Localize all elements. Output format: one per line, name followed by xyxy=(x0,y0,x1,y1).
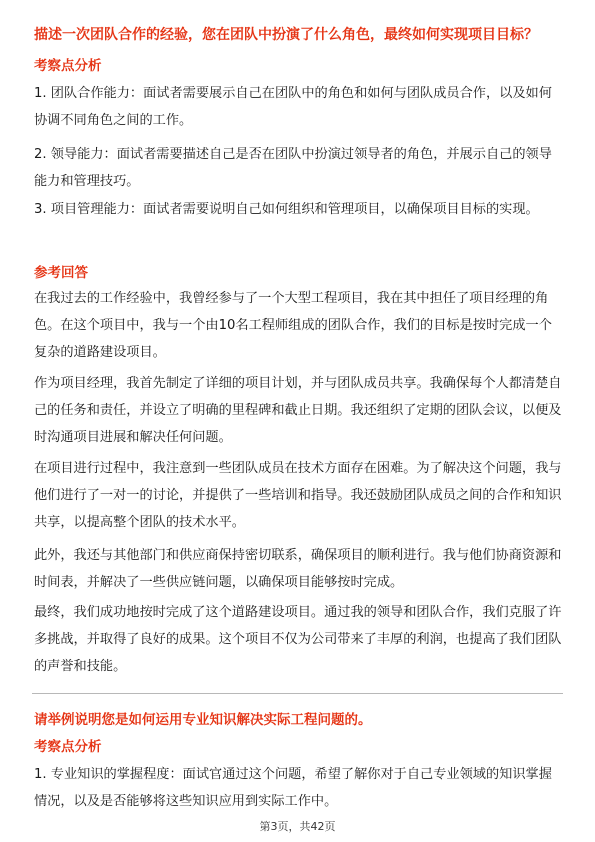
analysis-point-2-1: 1. 专业知识的掌握程度：面试官通过这个问题，希望了解你对于自己专业领域的知识掌握情况，以及是否能够将这些知识应用到实际工作中。 xyxy=(34,767,552,809)
analysis-heading-1: 考察点分析 xyxy=(34,58,102,74)
answer-paragraph-1: 在我过去的工作经验中，我曾经参与了一个大型工程项目，我在其中担任了项目经理的角色。在这个项目中，我与一个由10名工程师组成的团队合作，我们的目标是按时完成一个复杂的道路建设项目。 xyxy=(34,291,552,360)
answer-paragraph-5: 最终，我们成功地按时完成了这个道路建设项目。通过我的领导和团队合作，我们克服了许多挑战，并取得了良好的成果。这个项目不仅为公司带来了丰厚的利润，也提高了我们团队的声誉和技能。 xyxy=(34,605,562,674)
page-number: 第3页，共42页 xyxy=(259,820,336,833)
analysis-heading-2: 考察点分析 xyxy=(34,739,102,755)
analysis-point-2: 2. 领导能力：面试者需要描述自己是否在团队中扮演过领导者的角色，并展示自己的领导能力和管理技巧。 xyxy=(34,147,552,189)
question-heading-2: 请举例说明您是如何运用专业知识解决实际工程问题的。 xyxy=(34,712,372,728)
answer-paragraph-3: 在项目进行过程中，我注意到一些团队成员在技术方面存在困难。为了解决这个问题，我与他们进行了一对一的讨论，并提供了一些培训和指导。我还鼓励团队成员之间的合作和知识共享，以提高整个团队的技术水平。 xyxy=(34,461,562,530)
answer-paragraph-4: 此外，我还与其他部门和供应商保持密切联系，确保项目的顺利进行。我与他们协商资源和时间表，并解决了一些供应链问题，以确保项目能够按时完成。 xyxy=(34,548,562,590)
section-divider xyxy=(32,693,563,694)
answer-paragraph-2: 作为项目经理，我首先制定了详细的项目计划，并与团队成员共享。我确保每个人都清楚自己的任务和责任，并设立了明确的里程碑和截止日期。我还组织了定期的团队会议，以便及时沟通项目进展和解决任何问题。 xyxy=(34,376,562,445)
question-heading-1: 描述一次团队合作的经验，您在团队中扮演了什么角色，最终如何实现项目目标？ xyxy=(34,27,538,43)
analysis-point-1: 1. 团队合作能力：面试者需要展示自己在团队中的角色和如何与团队成员合作，以及如何协调不同角色之间的工作。 xyxy=(34,86,552,128)
answer-heading: 参考回答 xyxy=(34,265,88,281)
analysis-point-3: 3. 项目管理能力：面试者需要说明自己如何组织和管理项目，以确保项目目标的实现。 xyxy=(34,202,539,217)
